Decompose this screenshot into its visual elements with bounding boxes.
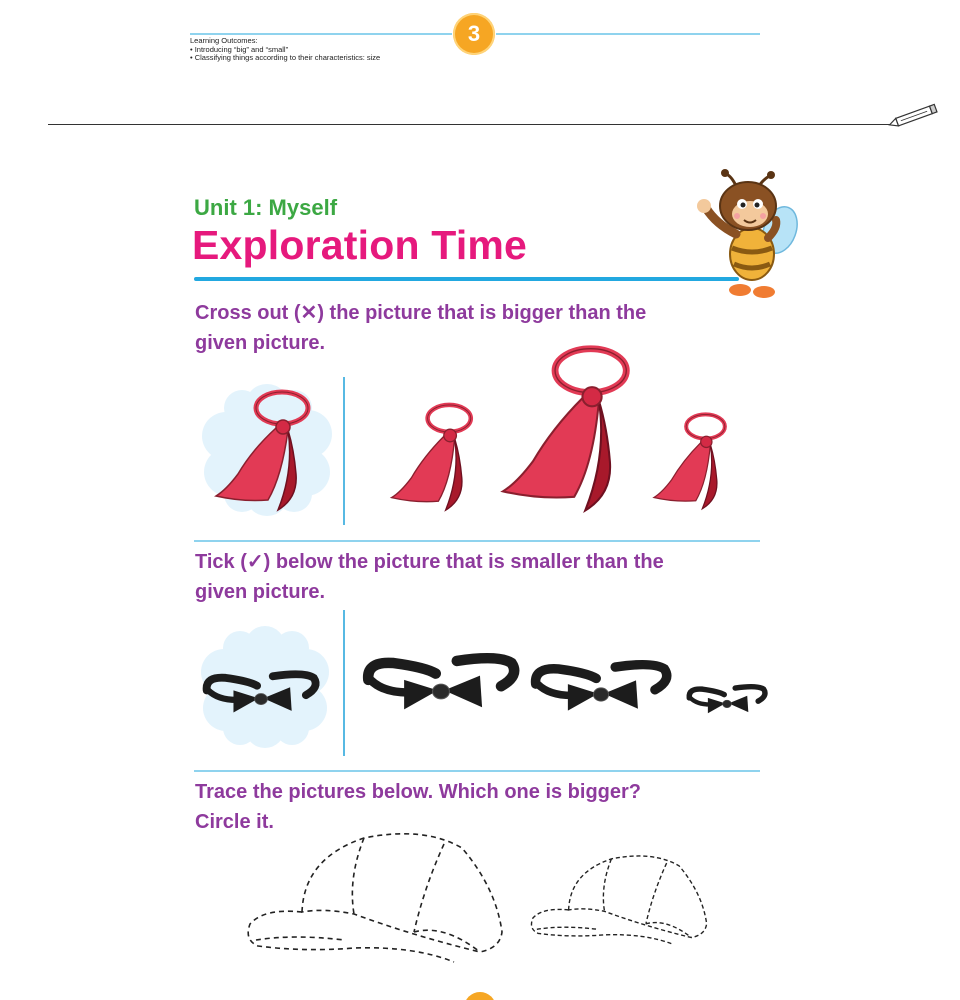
question-trace: Trace the pictures below. Which one is bigger? Circle it. [195, 781, 642, 833]
vertical-divider [343, 377, 345, 525]
necktie-option-medium[interactable] [388, 402, 478, 514]
header-rule-left [190, 33, 452, 35]
cap-outline-small-icon[interactable] [528, 852, 710, 950]
necktie-option-small[interactable] [650, 412, 732, 512]
section-divider [194, 540, 760, 542]
learning-outcome-item: • Classifying things according to their characteristics: size [190, 53, 381, 63]
learning-outcomes [190, 37, 380, 63]
header-rule-right [496, 33, 760, 35]
necktie-reference-icon [212, 390, 312, 514]
learning-outcomes-heading: Learning Outcomes: [190, 36, 258, 45]
bow-tie-option-medium[interactable] [530, 654, 672, 718]
unit-title: Unit 1: Myself [194, 195, 338, 220]
title-underline [194, 277, 739, 281]
learning-outcome-item: • Introducing “big” and “small” [190, 44, 289, 54]
bee-mascot-icon [692, 168, 802, 304]
necktie-option-large[interactable] [496, 346, 636, 516]
cap-outline-large-icon[interactable] [244, 828, 506, 970]
pencil-icon [888, 103, 940, 129]
bow-tie-option-small[interactable] [686, 680, 768, 718]
question-cross-out: Cross out (✕) the picture that is bigger than the given picture. [195, 302, 647, 354]
vertical-divider [343, 610, 345, 756]
section-divider [194, 770, 760, 772]
footer-decoration [462, 990, 498, 1000]
page-number-badge: 3 [453, 13, 495, 55]
bow-tie-reference-icon [202, 666, 320, 718]
bow-tie-option-large[interactable] [362, 646, 520, 718]
page-title: Exploration Time [192, 222, 528, 268]
question-tick: Tick (✓) below the picture that is smaller than the given picture. [195, 551, 664, 603]
cut-line [48, 124, 898, 125]
